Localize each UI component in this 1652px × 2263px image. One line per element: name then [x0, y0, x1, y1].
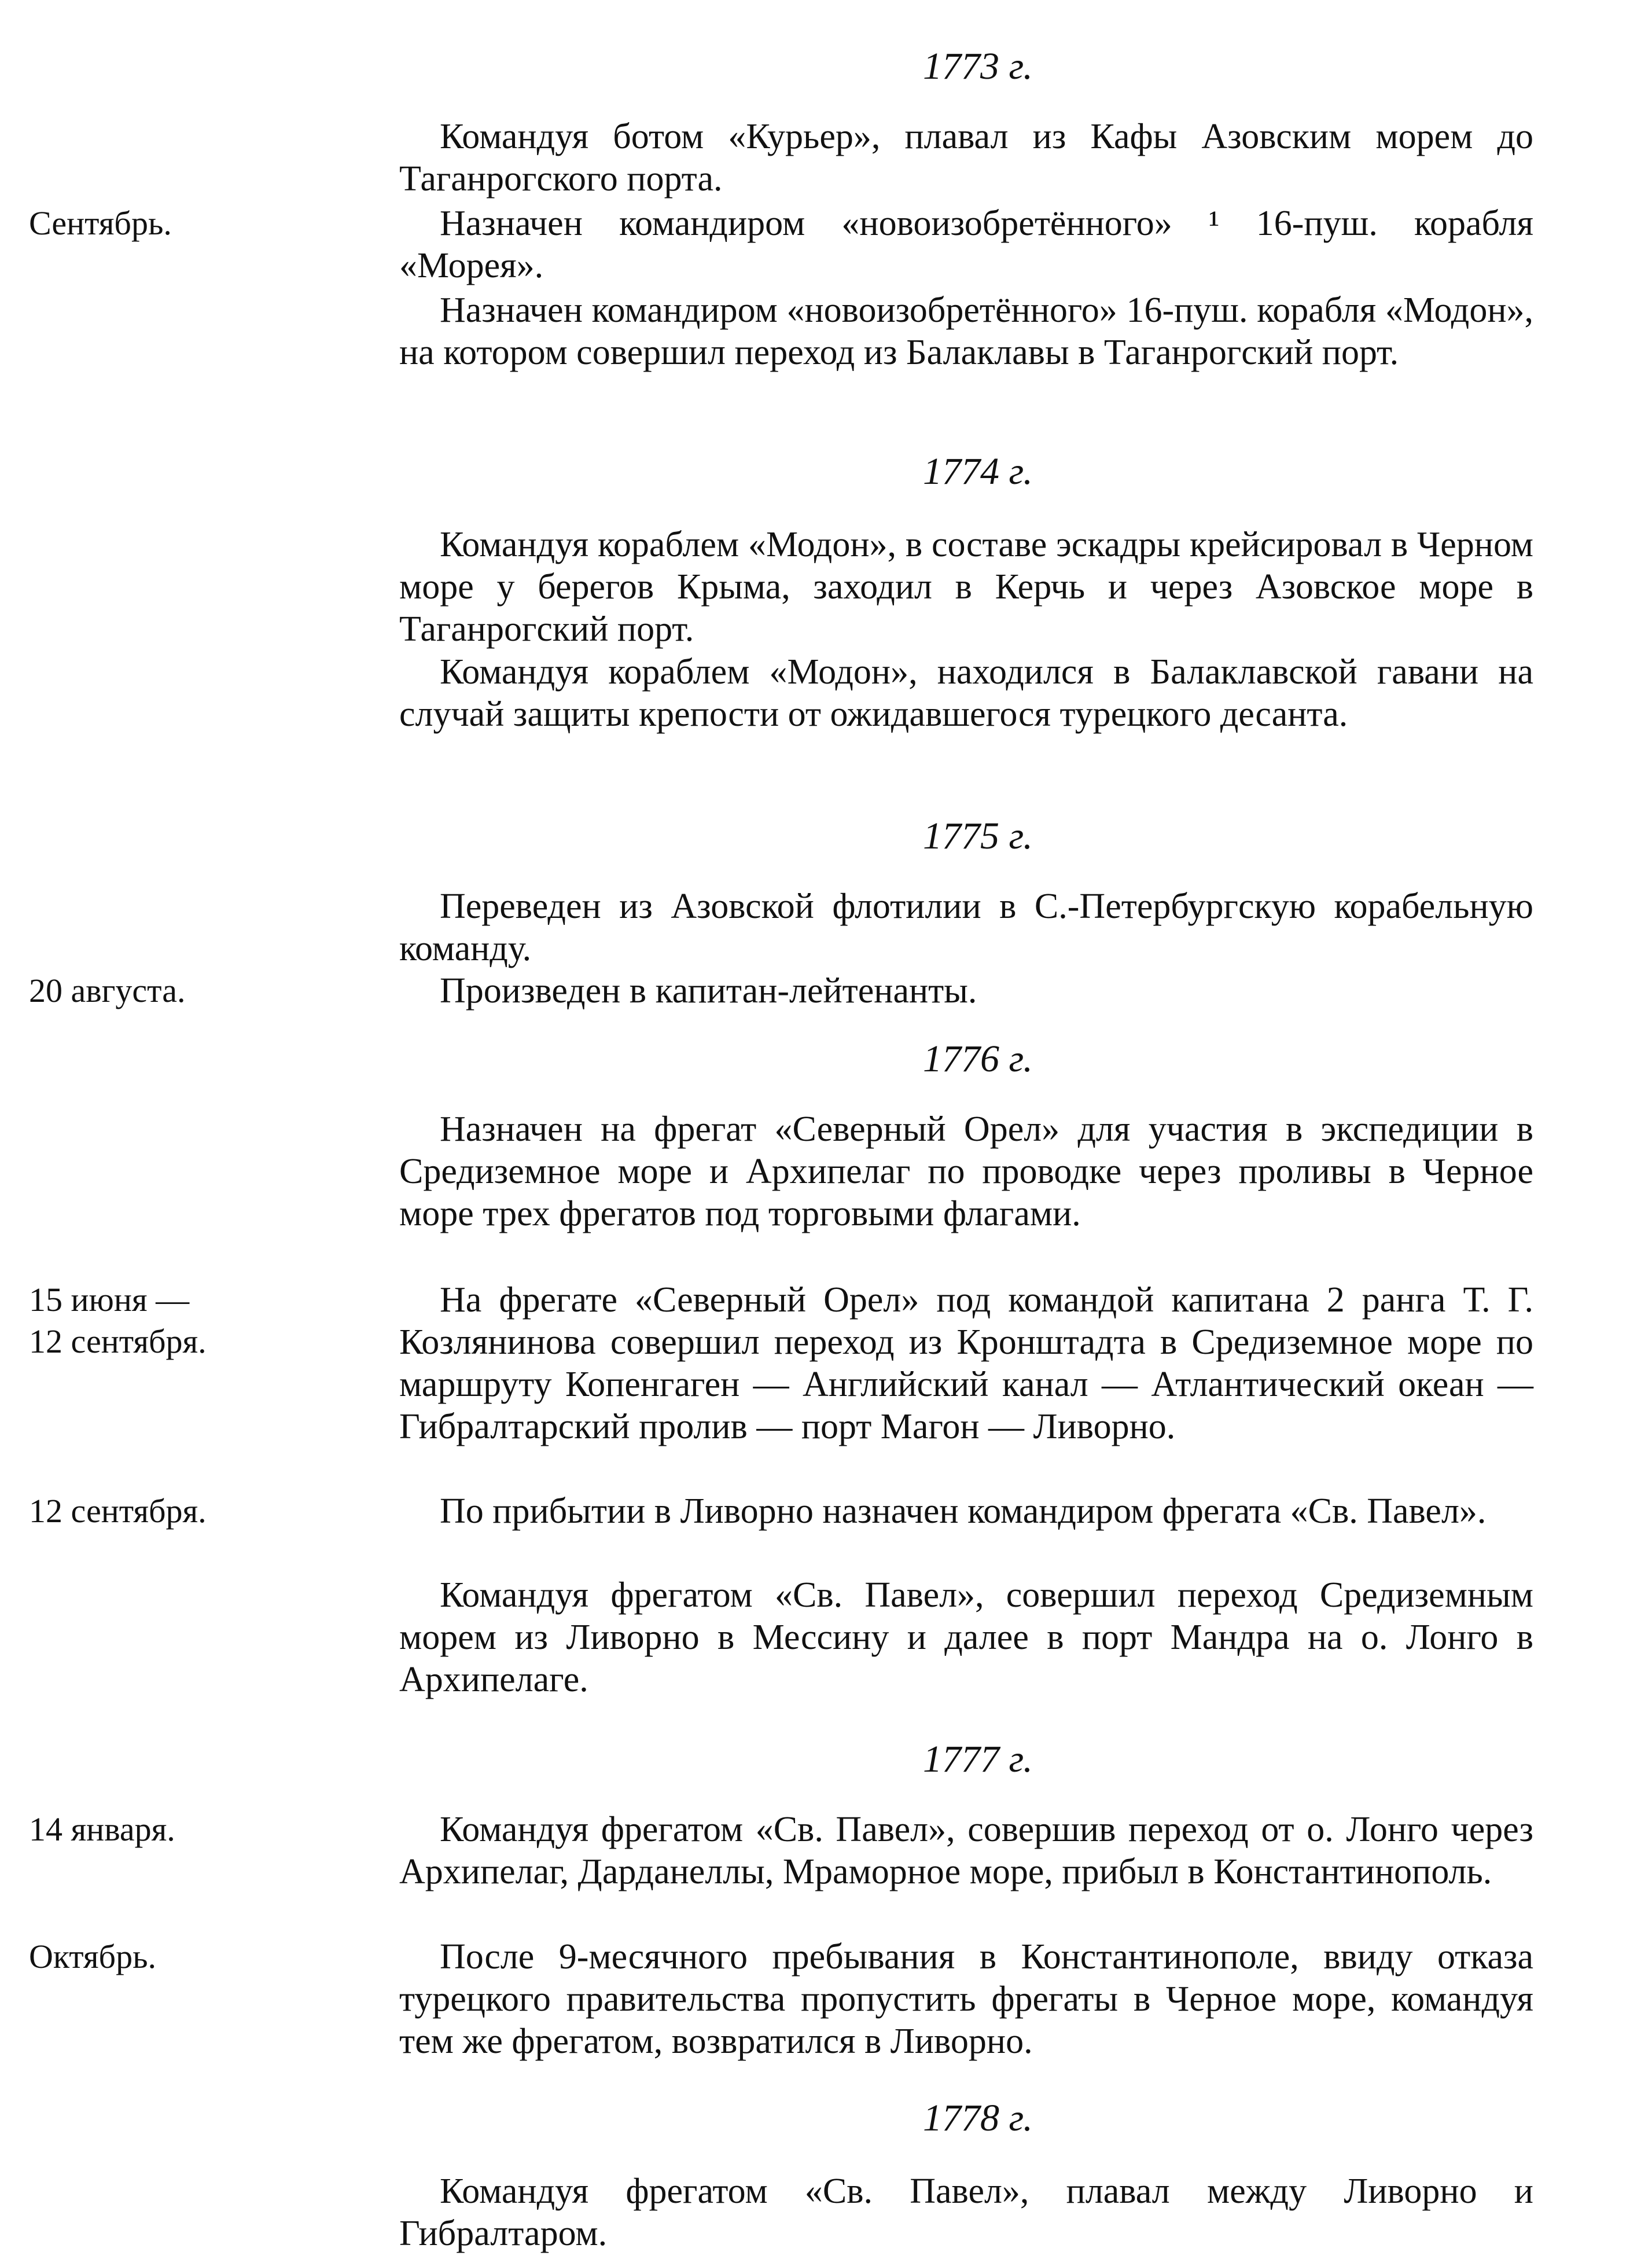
entry-paragraph: На фрегате «Северный Орел» под командой капитана 2 ранга Т. Г. Козлянинова совершил переход из Кронштадта в Средиземное море по маршруту Копенгаген — Английский канал — Атлантический океан — Гибралтарский пролив — порт Магон — Ливорно.: [399, 1280, 1533, 1446]
entry-paragraph: Командуя кораблем «Модон», в составе эскадры крейсировал в Черном море у берегов Крыма, заходил в Керчь и через Азовское море в Таганрогский порт.: [399, 525, 1533, 649]
entry-paragraph: По прибытии в Ливорно назначен командиром фрегата «Св. Павел».: [440, 1491, 1487, 1531]
date-label: 12 сентября.: [29, 1322, 207, 1360]
date-label: 20 августа.: [29, 972, 186, 1009]
entry-paragraph: После 9-месячного пребывания в Константинополе, ввиду отказа турецкого правительства пропустить фрегаты в Черное море, командуя тем же фрегатом, возвратился в Ливорно.: [399, 1937, 1533, 2061]
year-heading-1777: 1777 г.: [923, 1738, 1033, 1780]
entry-paragraph: Произведен в капитан-лейтенанты.: [440, 971, 977, 1011]
entry-paragraph: Командуя фрегатом «Св. Павел», совершил переход Средиземным морем из Ливорно в Мессину и далее в порт Мандра на о. Лонго в Архипелаге.: [399, 1575, 1533, 1699]
date-label: 15 июня —: [29, 1281, 190, 1318]
entry-paragraph: Переведен из Азовской флотилии в С.-Петербургскую корабельную команду.: [399, 887, 1533, 968]
year-heading-1776: 1776 г.: [923, 1038, 1033, 1080]
entry-paragraph: Командуя ботом «Курьер», плавал из Кафы Азовским морем до Таганрогского порта.: [399, 117, 1533, 199]
date-label: Сентябрь.: [29, 204, 172, 242]
entry-paragraph: Назначен командиром «новоизобретённого» 16-пуш. корабля «Модон», на котором совершил переход из Балаклавы в Таганрогский порт.: [399, 291, 1533, 372]
entry-paragraph: Командуя фрегатом «Св. Павел», плавал между Ливорно и Гибралтаром.: [399, 2172, 1533, 2253]
date-label: Октябрь.: [29, 1938, 157, 1975]
year-heading-1774: 1774 г.: [923, 450, 1033, 493]
entry-paragraph: Командуя кораблем «Модон», находился в Балаклавской гавани на случай защиты крепости от ожидавшегося турецкого десанта.: [399, 652, 1533, 734]
entry-paragraph: Назначен на фрегат «Северный Орел» для участия в экспедиции в Средиземное море и Архипелаг по проводке через проливы в Черное море трех фрегатов под торговыми флагами.: [399, 1110, 1533, 1233]
date-label: 14 января.: [29, 1810, 175, 1848]
entry-paragraph: Назначен командиром «новоизобретённого» ¹ 16-пуш. корабля «Морея».: [399, 204, 1533, 285]
year-heading-1778: 1778 г.: [923, 2097, 1033, 2139]
year-heading-1773: 1773 г.: [923, 45, 1033, 87]
year-heading-1775: 1775 г.: [923, 815, 1033, 857]
date-label: 12 сентября.: [29, 1492, 207, 1530]
entry-paragraph: Командуя фрегатом «Св. Павел», совершив переход от о. Лонго через Архипелаг, Дарданеллы, Мраморное море, прибыл в Константинополь.: [399, 1810, 1533, 1891]
